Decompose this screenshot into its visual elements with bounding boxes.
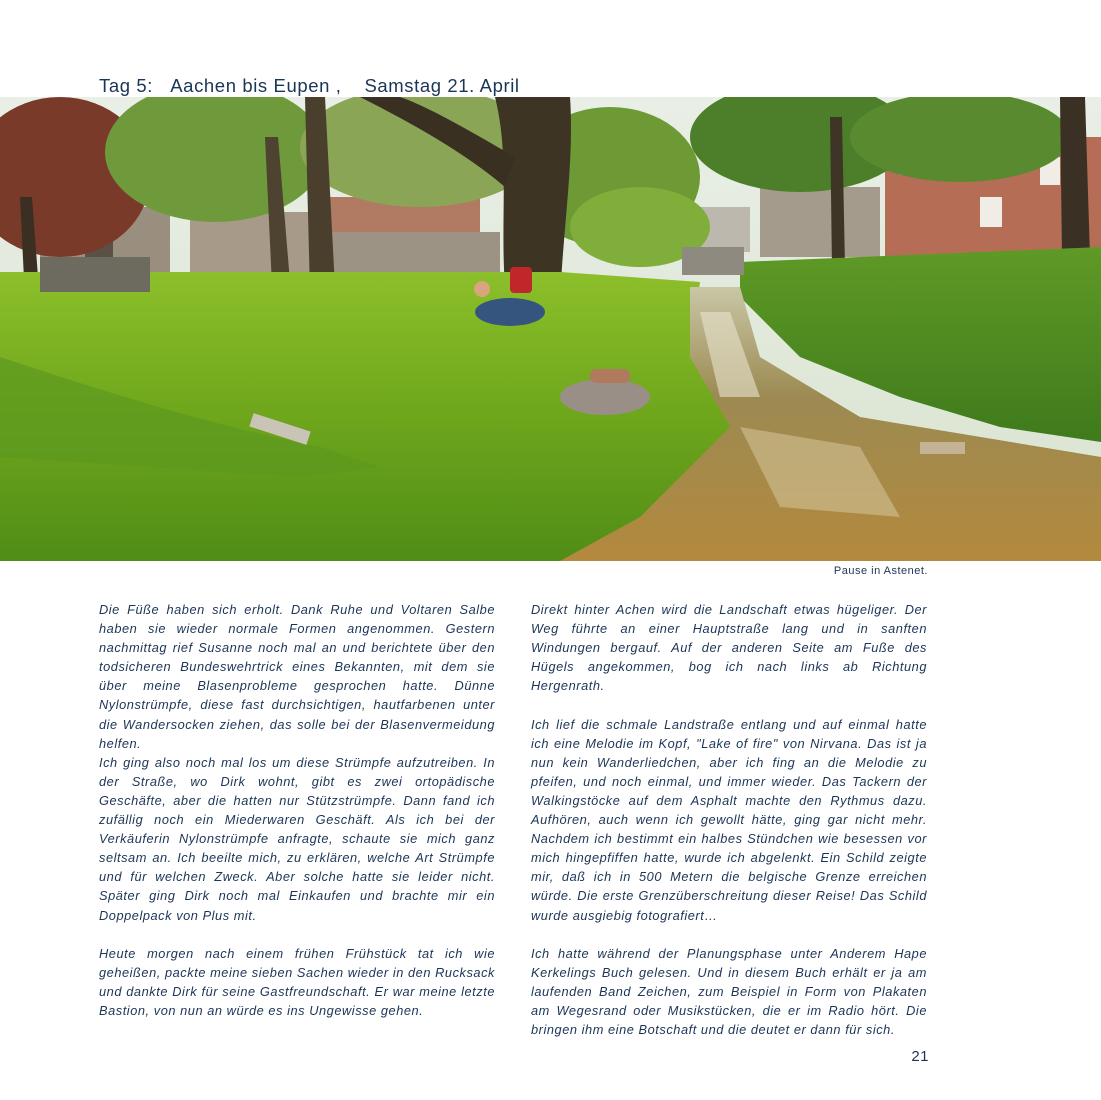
paragraph: Ich ging also noch mal los um diese Strümpfe aufzutreiben. In der Straße, wo Dirk wohnt, gibt es zwei ortopädische Geschäfte, aber die hatten nur Stützstrümpfe. Dann fand ich zufällig noch ein Miederwaren Geschäft. Als ich bei der Verkäuferin Nylonstrümpfe anfragte, schaute sie mich ganz seltsam an. Ich beeilte mich, zu erklären, welche Art Strümpfe und für welchen Zweck. Aber solche hatte sie leider nicht. Später ging Dirk noch mal Einkaufen und brachte mir ein Doppelpack von Plus mit. — [99, 754, 495, 923]
paragraph: Ich hatte während der Planungsphase unter Anderem Hape Kerkelings Buch gelesen. Und in diesem Buch erhält er ja am laufenden Band Zeichen, zum Beispiel in Form von Plakaten am Wegesrand oder Musikstücken, die er im Radio hört. Die bringen ihm eine Botschaft und die deutet er dann für sich. — [531, 945, 927, 1038]
title-route: Aachen bis Eupen , — [170, 75, 342, 96]
paragraph: Ich lief die schmale Landstraße entlang und auf einmal hatte ich eine Melodie im Kopf, "Lake of fire" von Nirvana. Das ist ja nun kein Wanderliedchen, aber ich fing an die Melodie zu pfeifen, und noch einmal, und immer wieder. Das Tackern der Walkingstöcke auf dem Asphalt machte den Rythmus dazu. Aufhören, auch wenn ich gewollt hätte, ging gar nicht mehr. Nachdem ich bestimmt ein halbes Stündchen wie besessen vor mich hingepfiffen hatte, wurde ich abgelenkt. Ein Schild zeigte mir, daß ich in 500 Metern die belgische Grenze erreichen würde. Die erste Grenzüberschreitung dieser Reise! Das Schild wurde ausgiebig fotografiert… — [531, 716, 927, 923]
page-title — [99, 74, 520, 98]
page-number: 21 — [911, 1048, 929, 1065]
title-date: Samstag 21. April — [364, 75, 520, 96]
photo-caption: Pause in Astenet. — [833, 565, 928, 577]
park-photo — [0, 97, 1101, 561]
text-column-left — [99, 600, 495, 1020]
text-column-right — [531, 600, 927, 1039]
paragraph: Heute morgen nach einem frühen Frühstück tat ich wie geheißen, packte meine sieben Sachen wieder in den Rucksack und dankte Dirk für seine Gastfreundschaft. Er war meine letzte Bastion, von nun an würde es ins Ungewisse gehen. — [99, 945, 495, 1018]
paragraph: Die Füße haben sich erholt. Dank Ruhe und Voltaren Salbe haben sie wieder normale Formen angenommen. Gestern nachmittag rief Susanne noch mal an und berichtete über den todsicheren Bundeswehrtrick eines Bekannten, mit dem sie über meine Blasenprobleme gesprochen hatte. Dünne Nylonstrümpfe, diese fast durchsichtigen, hautfarbenen unter die Wandersocken ziehen, das solle bei der Blasenvermeidung helfen. — [99, 602, 495, 751]
paragraph: Direkt hinter Achen wird die Landschaft etwas hügeliger. Der Weg führte an einer Hauptstraße lang und in sanften Windungen bergauf. Auf der anderen Seite am Fuße des Hügels angekommen, bog ich nach links ab Richtung Hergenrath. — [531, 602, 927, 694]
title-day: Tag 5: — [99, 75, 153, 96]
